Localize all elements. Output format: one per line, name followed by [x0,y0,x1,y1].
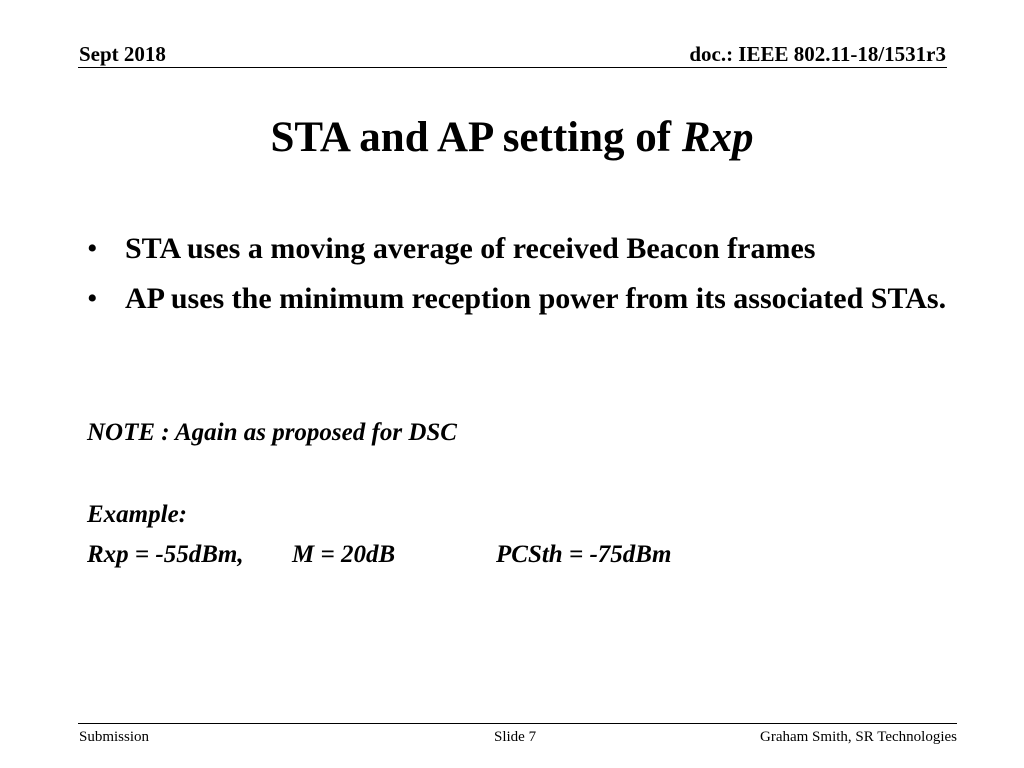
example-margin: M = 20dB [292,541,396,568]
footer-divider [78,723,957,724]
example-rxp: Rxp = -55dBm, [87,541,244,568]
slide-title [0,112,1024,164]
bullet-text: STA uses a moving average of received Beacon frames [125,232,816,265]
footer-author: Graham Smith, SR Technologies [760,729,957,745]
header-date: Sept 2018 [79,42,166,66]
footer-submission: Submission [79,729,150,745]
bullet-item [87,278,967,319]
bullet-list [87,228,967,328]
example-pcsth: PCSth = -75dBm [496,541,672,568]
slide-title-text: STA and AP setting of [270,114,682,161]
footer-slide-number: Slide 7 [494,729,537,745]
slide-title-emphasis: Rxp [681,114,754,161]
bullet-text: AP uses the minimum reception power from its associated STAs. [125,282,947,315]
example-label: Example: [87,501,187,528]
bullet-dot-icon: • [87,282,98,315]
header-doc-id: doc.: IEEE 802.11-18/1531r3 [689,42,946,66]
header-divider [78,67,947,68]
bullet-item [87,228,967,269]
bullet-dot-icon: • [87,232,98,265]
note-text: NOTE : Again as proposed for DSC [87,419,457,446]
